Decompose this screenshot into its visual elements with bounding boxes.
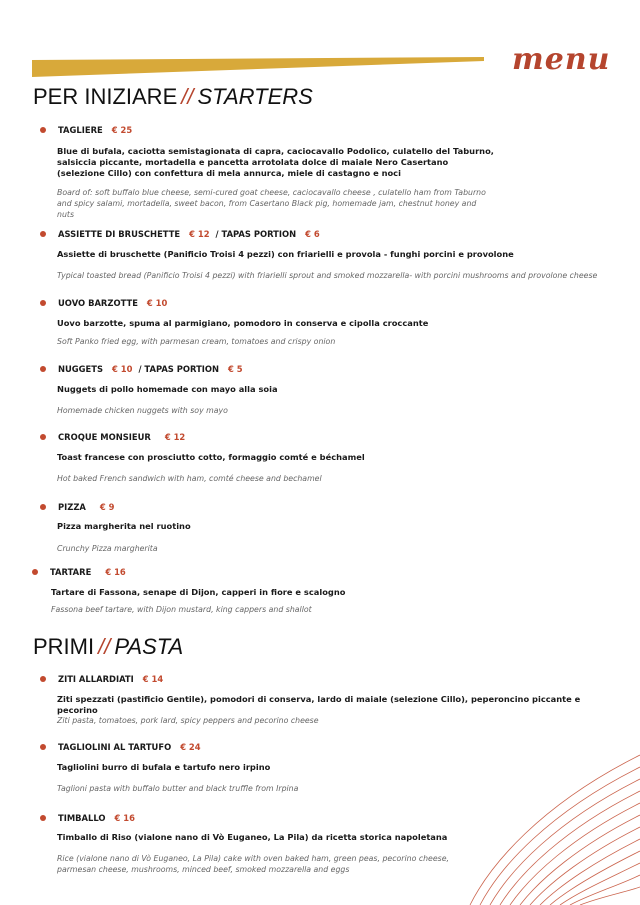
menu-item-timballo: [40, 813, 135, 823]
item-tapas-price: € 6: [305, 229, 320, 239]
bullet-dot: [40, 300, 46, 306]
section-title-it: PRIMI: [33, 634, 95, 659]
item-description: Ziti spezzati (pastificio Gentile), pomodori di conserva, lardo di maiale (selezione Cillo), peperoncino piccante e pecorino: [57, 694, 581, 715]
item-name: ZITI ALLARDIATI: [58, 674, 134, 684]
menu-item-nuggets: [40, 364, 243, 374]
menu-script-logo: menu: [512, 42, 611, 77]
item-description-en: Typical toasted bread (Panificio Troisi 4 pezzi) with friarielli sprout and smoked mozzarella- with porcini mushrooms and provolone cheese: [57, 271, 598, 280]
item-description-en: Hot baked French sandwich with ham, comté cheese and bechamel: [57, 474, 322, 483]
section-title-en: PASTA: [114, 634, 184, 659]
item-description-en: Board of: soft buffalo blue cheese, semi-cured goat cheese, caciocavallo cheese , culatello ham from Taburno and spicy salami, mortadella, sweet bacon, from Casertano Black pig, homemade jam, chestnut honey and nuts: [57, 188, 486, 219]
item-description: Tartare di Fassona, senape di Dijon, capperi in fiore e scalogno: [51, 587, 346, 597]
bullet-dot: [40, 127, 46, 133]
menu-item-uovo-barzotte: [40, 298, 167, 308]
item-description-en: Crunchy Pizza margherita: [57, 544, 158, 553]
menu-item-assiette-di-bruschette: [40, 229, 320, 239]
bullet-dot: [40, 231, 46, 237]
item-price: € 24: [180, 742, 201, 752]
item-name: TIMBALLO: [58, 813, 106, 823]
item-description: Pizza margherita nel ruotino: [57, 521, 191, 531]
bullet-dot: [40, 366, 46, 372]
item-name: TAGLIERE: [58, 125, 103, 135]
section-title-en: STARTERS: [197, 84, 313, 109]
item-description: Uovo barzotte, spuma al parmigiano, pomodoro in conserva e cipolla croccante: [57, 318, 429, 328]
item-tapas-price: € 5: [228, 364, 243, 374]
menu-item-pizza: [40, 502, 114, 512]
bullet-dot: [40, 815, 46, 821]
section-title-pasta: [33, 634, 183, 660]
item-name: ASSIETTE DI BRUSCHETTE: [58, 229, 181, 239]
item-name: TARTARE: [50, 567, 92, 577]
bullet-dot: [32, 569, 38, 575]
bullet-dot: [40, 504, 46, 510]
item-name: CROQUE MONSIEUR: [58, 432, 151, 442]
section-title-it: PER INIZIARE: [33, 84, 178, 109]
bullet-dot: [40, 744, 46, 750]
item-price: € 16: [105, 567, 126, 577]
menu-item-tartare: [32, 567, 126, 577]
item-name: PIZZA: [58, 502, 86, 512]
bullet-dot: [40, 676, 46, 682]
menu-item-ziti-allardiati: [40, 674, 163, 684]
gold-brush-stroke: [32, 57, 484, 77]
item-description: Nuggets di pollo homemade con mayo alla soia: [57, 384, 278, 394]
section-separator: //: [181, 84, 194, 109]
item-description: Toast francese con prosciutto cotto, formaggio comté e béchamel: [57, 452, 365, 462]
section-separator: //: [98, 634, 111, 659]
item-description: Tagliolini burro di bufala e tartufo nero irpino: [57, 762, 271, 772]
item-description: Timballo di Riso (vialone nano di Vò Euganeo, La Pila) da ricetta storica napoletana: [57, 832, 448, 842]
item-description-en: Ziti pasta, tomatoes, pork lard, spicy peppers and pecorino cheese: [57, 716, 319, 725]
item-price: € 10: [112, 364, 133, 374]
item-price: € 12: [164, 432, 186, 442]
item-price: € 16: [114, 813, 135, 823]
item-description-en: Taglioni pasta with buffalo butter and black truffle from Irpina: [57, 784, 299, 793]
item-price: € 12: [189, 229, 210, 239]
menu-item-croque-monsieur: [40, 432, 185, 442]
bullet-dot: [40, 434, 46, 440]
item-description-en: Homemade chicken nuggets with soy mayo: [57, 406, 228, 415]
item-price: € 14: [142, 674, 164, 684]
item-price: € 9: [99, 502, 115, 512]
item-name: NUGGETS: [58, 364, 104, 374]
section-title-starters: [33, 84, 313, 110]
item-price: € 10: [146, 298, 168, 308]
item-tapas-label: / TAPAS PORTION: [138, 364, 220, 374]
item-price: € 25: [111, 125, 133, 135]
item-description: Blue di bufala, caciotta semistagionata di capra, caciocavallo Podolico, culatello del Taburno, salsiccia piccante, mortadella e pancetta arrotolata dolce di maiale Nero Casertano (selezione Cillo) con confettura di mela annurca, miele di castagno e noci: [57, 146, 494, 178]
menu-item-tagliolini-al-tartufo: [40, 742, 201, 752]
item-tapas-label: / TAPAS PORTION: [215, 229, 297, 239]
menu-item-tagliere: [40, 125, 132, 135]
item-name: UOVO BARZOTTE: [58, 298, 138, 308]
item-description-en: Rice (vialone nano di Vò Euganeo, La Pila) cake with oven baked ham, green peas, pecorino cheese, parmesan cheese, mushrooms, minced beef, smoked mozzarella and eggs: [57, 854, 449, 874]
item-name: TAGLIOLINI AL TARTUFO: [58, 742, 172, 752]
item-description-en: Fassona beef tartare, with Dijon mustard, king cappers and shallot: [51, 605, 312, 614]
item-description: Assiette di bruschette (Panificio Troisi 4 pezzi) con friarielli e provola - funghi porcini e provolone: [57, 249, 514, 259]
item-description-en: Soft Panko fried egg, with parmesan cream, tomatoes and crispy onion: [57, 337, 336, 346]
